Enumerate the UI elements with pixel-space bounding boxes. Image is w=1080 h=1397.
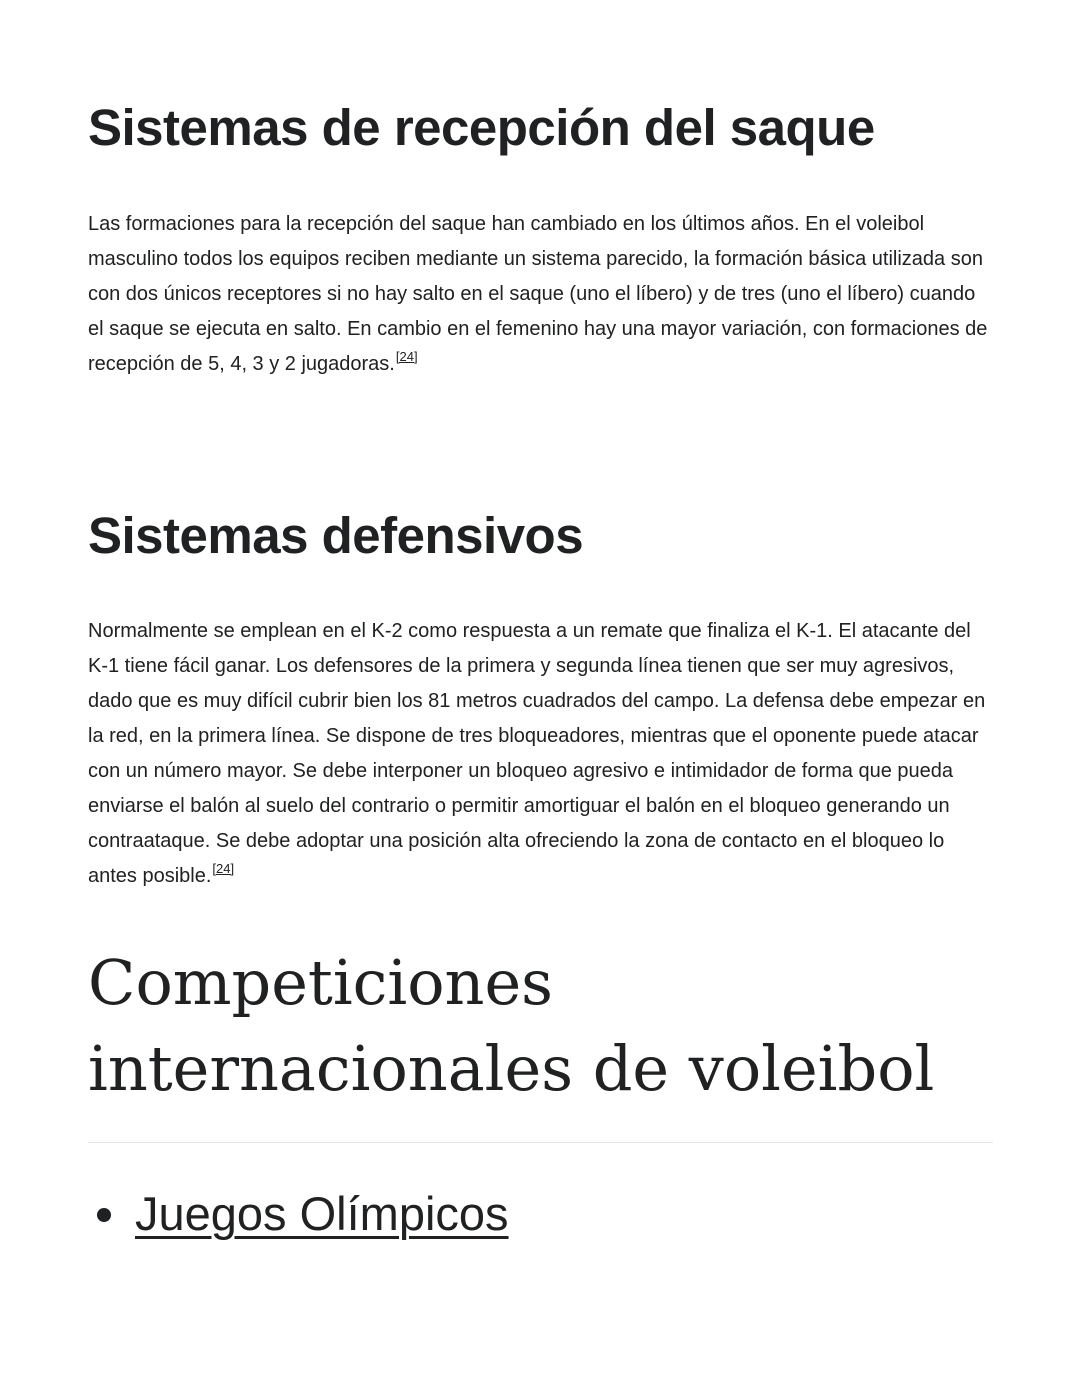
paragraph-defensivos-text: Normalmente se emplean en el K-2 como respuesta a un remate que finaliza el K-1. El atacante del K-1 tiene fácil ganar. Los defensores de la primera y segunda línea tienen que ser muy agresivos, dado que es muy difícil cubrir bien los 81 metros cuadrados del campo. La defensa debe empezar en la red, en la primera línea. Se dispone de tres bloqueadores, mientras que el oponente puede atacar con un número mayor. Se debe interponer un bloqueo agresivo e intimidador de forma que pueda enviarse el balón al suelo del contrario o permitir amortiguar el balón en el bloqueo generando un contraataque. Se debe adoptar una posición alta ofreciendo la zona de contacto en el bloqueo lo antes posible. (88, 620, 986, 887)
paragraph-defensivos (88, 614, 993, 894)
bullet-icon (97, 1208, 111, 1222)
competitions-heading: Competiciones internacionales de voleibol (88, 946, 935, 1105)
competitions-list (88, 1182, 509, 1246)
link-juegos-olimpicos[interactable]: Juegos Olímpicos (135, 1187, 509, 1240)
heading-divider (88, 1142, 993, 1143)
reference-link[interactable]: [24] (395, 349, 418, 364)
reference-link[interactable]: [24] (212, 861, 235, 876)
paragraph-recepcion-text: Las formaciones para la recepción del saque han cambiado en los últimos años. En el voleibol masculino todos los equipos reciben mediante un sistema parecido, la formación básica utilizada son con dos únicos receptores si no hay salto en el saque (uno el líbero) y de tres (uno el líbero) cuando el saque se ejecuta en salto. En cambio en el femenino hay una mayor variación, con formaciones de recepción de 5, 4, 3 y 2 jugadoras. (88, 213, 988, 375)
list-item (88, 1182, 509, 1246)
paragraph-recepcion (88, 207, 993, 382)
section-heading-recepcion: Sistemas de recepción del saque (88, 99, 875, 156)
section-heading-defensivos: Sistemas defensivos (88, 507, 584, 564)
